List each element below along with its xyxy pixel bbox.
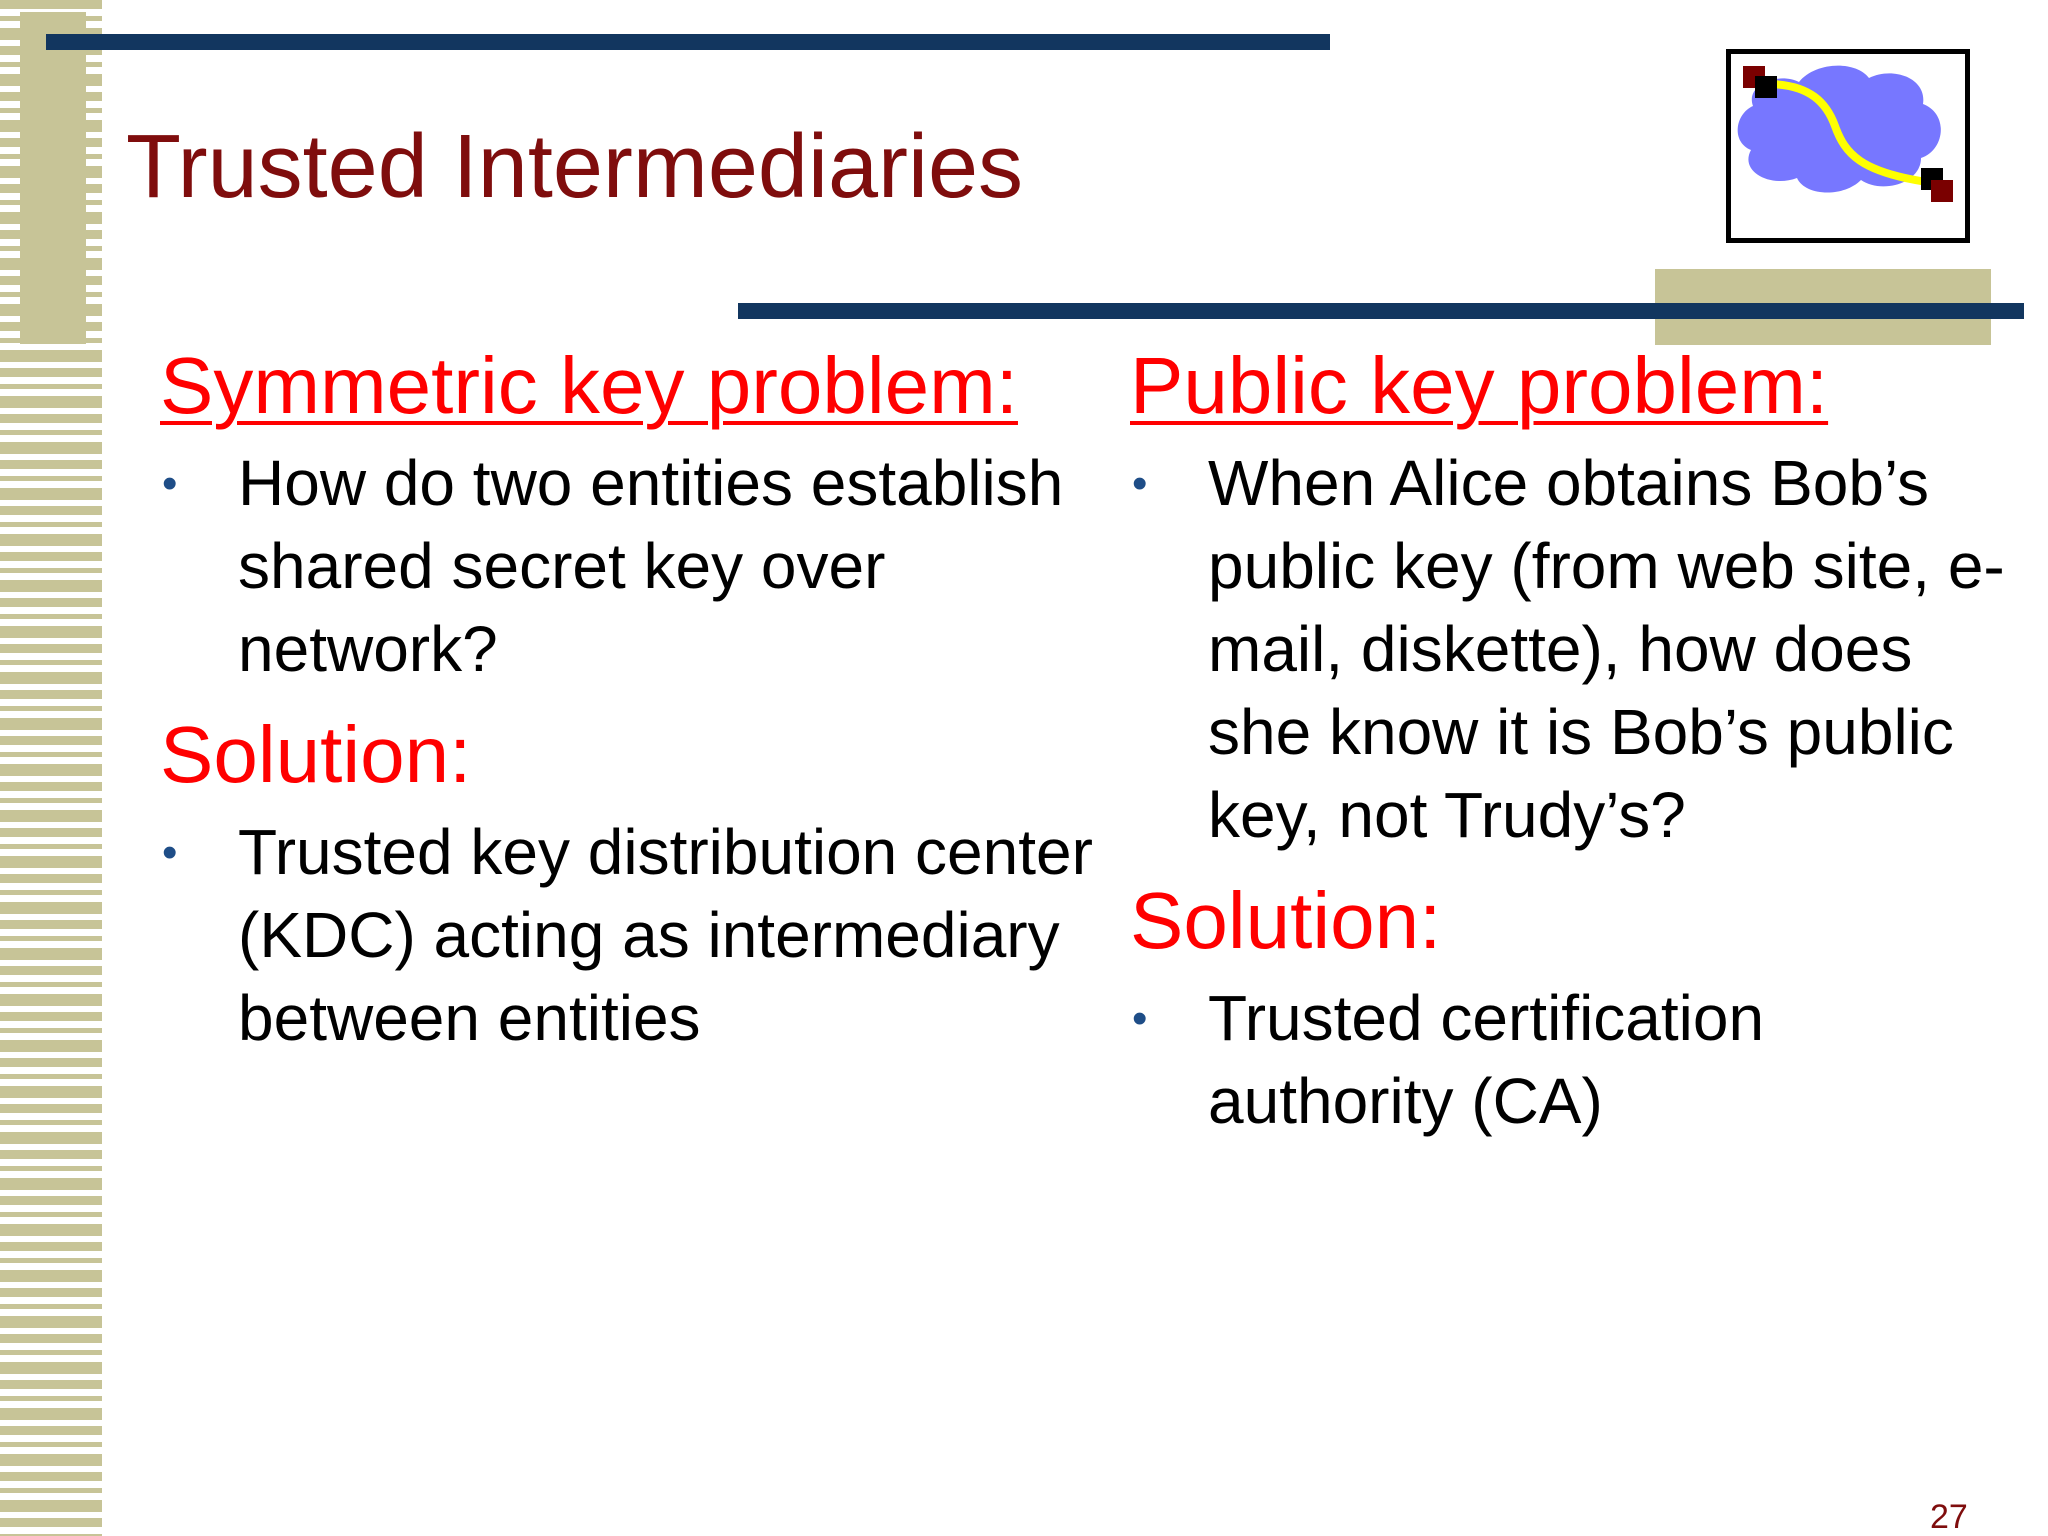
bullet-text: How do two entities establish shared secret key over network? (238, 447, 1064, 685)
solution-heading: Solution: (160, 710, 472, 799)
right-column (1130, 340, 2010, 1161)
list-item (1130, 442, 2010, 857)
list-item (160, 442, 1095, 691)
bullet-text: When Alice obtains Bob’s public key (from web site, e-mail, diskette), how does she know it is Bob’s public key, not Trudy’s? (1208, 447, 2005, 851)
solution-heading: Solution: (1130, 876, 1442, 965)
top-rule (46, 34, 1330, 50)
bullet-text: Trusted key distribution center (KDC) acting as intermediary between entities (238, 816, 1093, 1054)
list-item (1130, 977, 2010, 1143)
bullet-icon: • (1132, 459, 1148, 508)
page-number: 27 (1930, 1498, 1968, 1536)
left-column (160, 340, 1095, 1078)
mid-rule (738, 303, 2024, 319)
bullet-icon: • (1132, 994, 1148, 1043)
bullet-text: Trusted certification authority (CA) (1208, 982, 1765, 1137)
public-key-problem-heading: Public key problem: (1130, 341, 1829, 430)
symmetric-key-problem-heading: Symmetric key problem: (160, 341, 1018, 430)
decorative-tan-block-left (20, 12, 86, 344)
slide-title: Trusted Intermediaries (126, 117, 1024, 217)
list-item (160, 811, 1095, 1060)
bullet-icon: • (162, 459, 178, 508)
bullet-icon: • (162, 828, 178, 877)
network-cloud-logo-icon (1726, 49, 1970, 243)
